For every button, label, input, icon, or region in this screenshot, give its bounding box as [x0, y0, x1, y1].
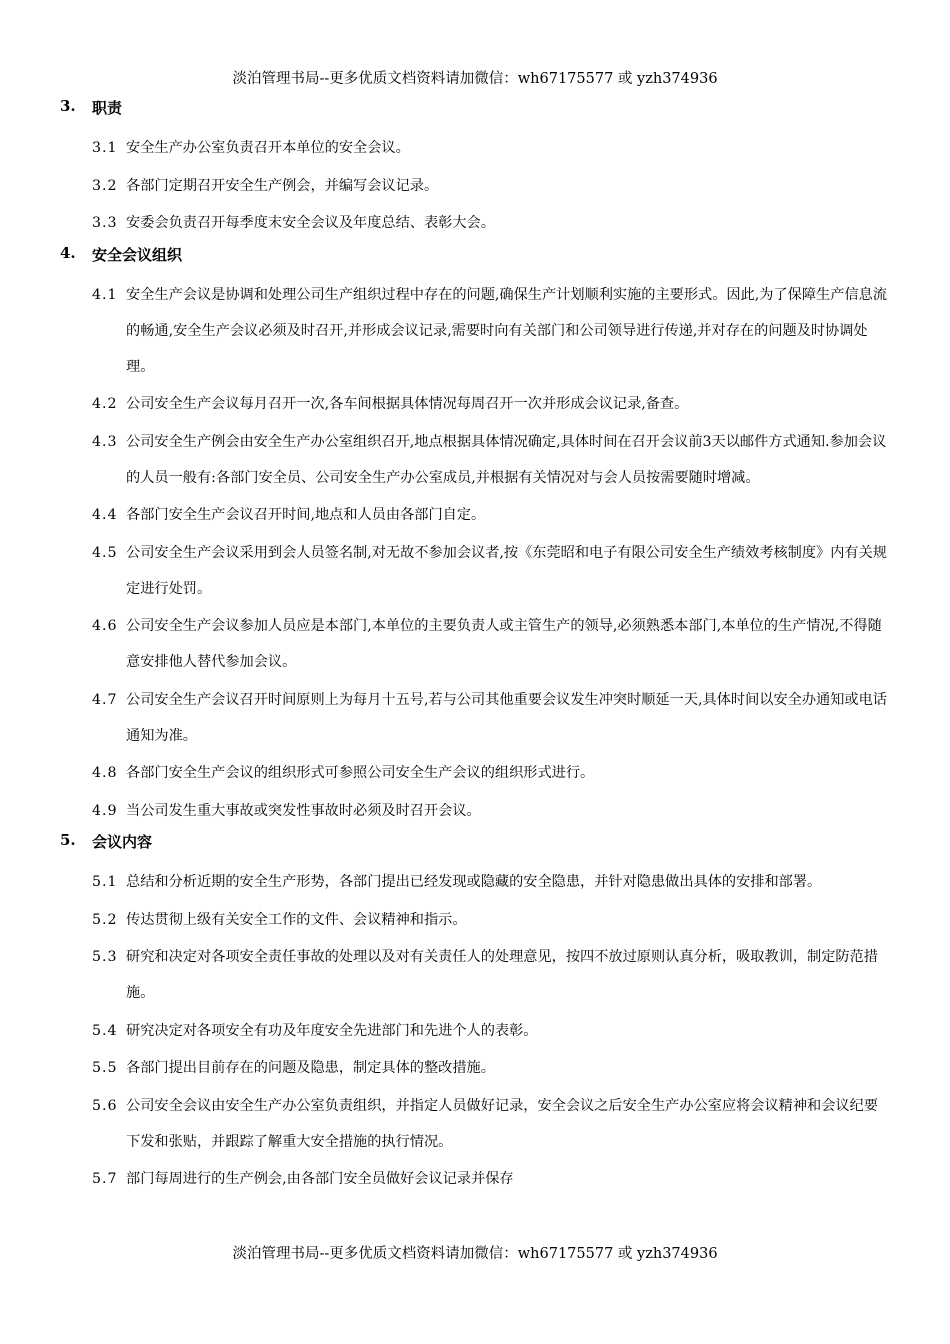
- clause: [0, 130, 888, 166]
- clause: [0, 497, 888, 533]
- section-title: 职责: [92, 99, 123, 117]
- page-header: 淡泊管理书局--更多优质文档资料请加微信：wh67175577 或 yzh374936: [232, 71, 718, 87]
- clause-text: 公司安全会议由安全生产办公室负责组织，并指定人员做好记录，安全会议之后安全生产办公室应将会议精神和会议纪要下发和张贴，并跟踪了解重大安全措施的执行情况。: [126, 1097, 878, 1150]
- clause-text: 各部门提出目前存在的问题及隐患，制定具体的整改措施。: [126, 1060, 495, 1076]
- clause-text: 安全生产会议是协调和处理公司生产组织过程中存在的问题,确保生产计划顺利实施的主要形式。因此,为了保障生产信息流的畅通,安全生产会议必须及时召开,并形成会议记录,需要时向有关部门和公司领导进行传递,并对存在的问题及时协调处理。: [126, 286, 887, 375]
- clause-number: 4.5: [92, 544, 118, 561]
- section-heading: [0, 830, 950, 864]
- document-body: [0, 96, 950, 1199]
- section-number: 4.: [60, 243, 76, 262]
- clause-text: 研究和决定对各项安全责任事故的处理以及对有关责任人的处理意见，按四不放过原则认真分析，吸取教训，制定防范措施。: [126, 949, 878, 1001]
- clause: [0, 755, 888, 791]
- clause: [0, 386, 888, 422]
- clause: [0, 608, 888, 680]
- clause-number: 4.9: [92, 802, 118, 819]
- clause-number: 5.4: [92, 1022, 118, 1039]
- clause: [0, 1050, 888, 1086]
- clause-text: 总结和分析近期的安全生产形势，各部门提出已经发现或隐藏的安全隐患，并针对隐患做出具体的安排和部署。: [126, 874, 822, 890]
- clause-number: 3.3: [92, 215, 118, 231]
- clause-number: 5.1: [92, 874, 118, 890]
- clause-number: 3.1: [92, 140, 118, 156]
- clause-text: 各部门安全生产会议召开时间,地点和人员由各部门自定。: [126, 507, 486, 523]
- clause: [0, 939, 888, 1011]
- clause-number: 5.6: [92, 1097, 118, 1114]
- clause-number: 4.6: [92, 618, 118, 634]
- section-title: 安全会议组织: [92, 245, 183, 264]
- clause: [0, 1161, 888, 1197]
- clause-number: 5.5: [92, 1060, 118, 1076]
- section-number: 3.: [60, 97, 76, 115]
- clause: [0, 205, 888, 241]
- clause: [0, 168, 888, 204]
- section-heading: [0, 96, 950, 130]
- clause: [0, 793, 888, 829]
- clause-text: 各部门定期召开安全生产例会，并编写会议记录。: [126, 177, 439, 194]
- clause-text: 公司安全生产会议采用到会人员签名制,对无故不参加会议者,按《东莞昭和电子有限公司安全生产绩效考核制度》内有关规定进行处罚。: [126, 544, 887, 597]
- clause-number: 4.2: [92, 396, 118, 412]
- clause-text: 公司安全生产会议每月召开一次,各车间根据具体情况每周召开一次并形成会议记录,备查。: [126, 396, 689, 412]
- clause: [0, 277, 888, 385]
- clause-text: 部门每周进行的生产例会,由各部门安全员做好会议记录并保存: [126, 1171, 514, 1187]
- clause-text: 各部门安全生产会议的组织形式可参照公司安全生产会议的组织形式进行。: [126, 765, 595, 781]
- clause: [0, 1013, 888, 1049]
- clause-text: 传达贯彻上级有关安全工作的文件、会议精神和指示。: [126, 911, 467, 928]
- clause-number: 4.3: [92, 433, 118, 450]
- clause: [0, 535, 888, 607]
- clause-number: 3.2: [92, 177, 118, 194]
- page-footer: 淡泊管理书局--更多优质文档资料请加微信：wh67175577 或 yzh374936: [232, 1246, 718, 1262]
- clause: [0, 424, 888, 496]
- clause-text: 公司安全生产会议参加人员应是本部门,本单位的主要负责人或主管生产的领导,必须熟悉本部门,本单位的生产情况,不得随意安排他人替代参加会议。: [126, 618, 882, 670]
- clause-number: 4.4: [92, 507, 118, 523]
- clause-text: 公司安全生产会议召开时间原则上为每月十五号,若与公司其他重要会议发生冲突时顺延一天,具体时间以安全办通知或电话通知为准。: [126, 691, 887, 744]
- section-number: 5.: [60, 831, 76, 849]
- clause-text: 当公司发生重大事故或突发性事故时必须及时召开会议。: [126, 802, 481, 819]
- clause-number: 5.2: [92, 911, 118, 928]
- clause: [0, 902, 888, 938]
- clause-number: 4.7: [92, 691, 118, 708]
- clause-text: 研究决定对各项安全有功及年度安全先进部门和先进个人的表彰。: [126, 1022, 538, 1039]
- clause-number: 5.3: [92, 949, 118, 965]
- clause-number: 5.7: [92, 1171, 118, 1187]
- clause: [0, 682, 888, 754]
- section-title: 会议内容: [92, 833, 153, 851]
- clause-text: 公司安全生产例会由安全生产办公室组织召开,地点根据具体情况确定,具体时间在召开会议前3天以邮件方式通知.参加会议的人员一般有:各部门安全员、公司安全生产办公室成员,并根据有关情况对与会人员按需要随时增减。: [126, 433, 887, 486]
- clause-number: 4.8: [92, 765, 118, 781]
- clause-text: 安全生产办公室负责召开本单位的安全会议。: [126, 140, 410, 156]
- clause: [0, 1088, 888, 1160]
- clause-number: 4.1: [92, 286, 118, 303]
- clause: [0, 864, 888, 900]
- section-heading: [0, 243, 950, 277]
- clause-text: 安委会负责召开每季度末安全会议及年度总结、表彰大会。: [126, 215, 495, 231]
